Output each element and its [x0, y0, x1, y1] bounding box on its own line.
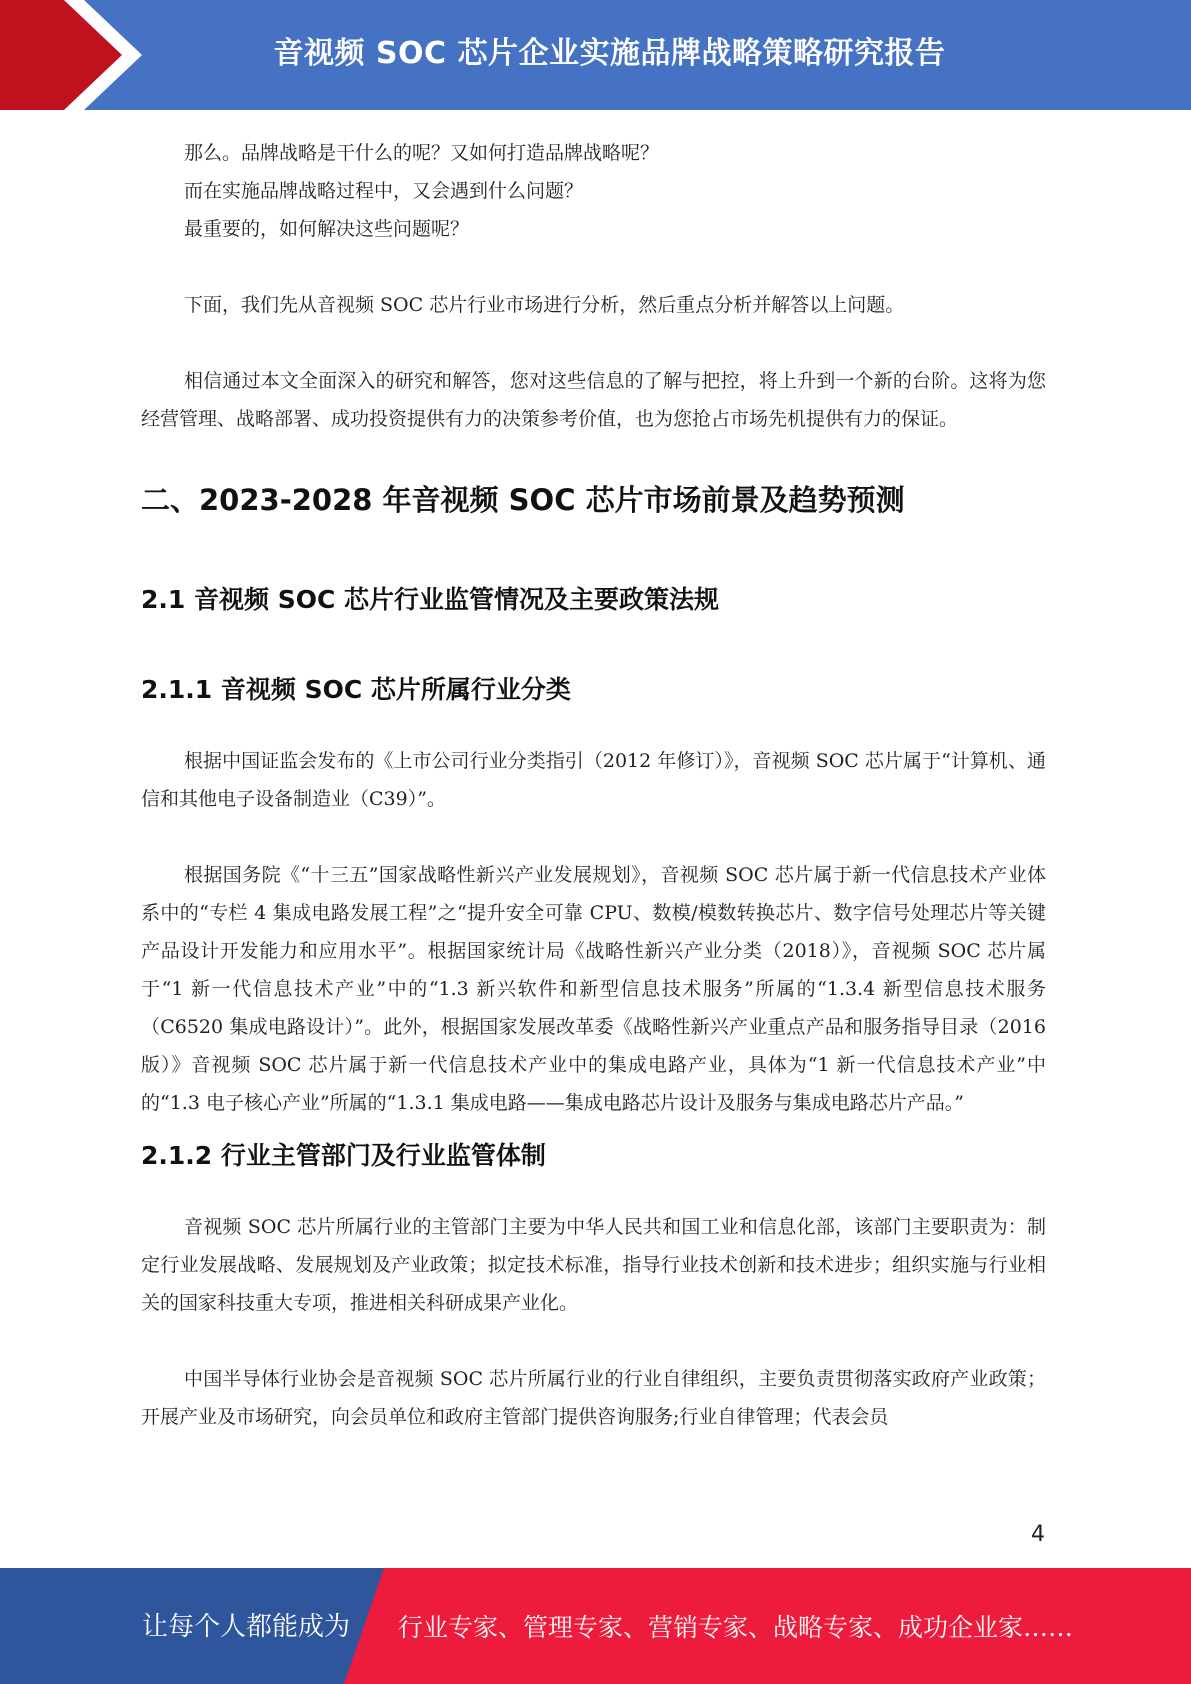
- csrc-classification-paragraph: 根据中国证监会发布的《上市公司行业分类指引（2012 年修订）》，音视频 SOC 芯片属于“计算机、通信和其他电子设备制造业（C39）”。: [141, 750, 1046, 810]
- intro-question-3: 最重要的，如何解决这些问题呢？: [184, 218, 470, 240]
- page-number: 4: [1031, 1522, 1045, 1547]
- intro-next-paragraph: 下面，我们先从音视频 SOC 芯片行业市场进行分析，然后重点分析并解答以上问题。: [184, 294, 905, 316]
- intro-question-2: 而在实施品牌战略过程中，又会遇到什么问题？: [184, 180, 584, 202]
- section-2-1-2-heading: 2.1.2 行业主管部门及行业监管体制: [141, 1141, 546, 1170]
- section-2-heading: 二、2023-2028 年音视频 SOC 芯片市场前景及趋势预测: [141, 483, 905, 517]
- miit-paragraph: 音视频 SOC 芯片所属行业的主管部门主要为中华人民共和国工业和信息化部，该部门主要职责为：制定行业发展战略、发展规划及产业政策；拟定技术标准，指导行业技术创新和技术进步；组织实施与行业相关的国家科技重大专项，推进相关科研成果产业化。: [141, 1216, 1046, 1314]
- report-title: 音视频 SOC 芯片企业实施品牌战略策略研究报告: [273, 36, 946, 71]
- footer-slogan-right: 行业专家、管理专家、营销专家、战略专家、成功企业家……: [398, 1613, 1074, 1642]
- intro-belief-paragraph: 相信通过本文全面深入的研究和解答，您对这些信息的了解与把控，将上升到一个新的台阶。这将为您经营管理、战略部署、成功投资提供有力的决策参考价值，也为您抢占市场先机提供有力的保证。: [141, 370, 1046, 430]
- page-content: [141, 134, 1046, 1436]
- page-header: [0, 0, 1191, 110]
- csia-paragraph: 中国半导体行业协会是音视频 SOC 芯片所属行业的行业自律组织，主要负责贯彻落实政府产业政策；开展产业及市场研究，向会员单位和政府主管部门提供咨询服务;行业自律管理；代表会员: [141, 1368, 1046, 1428]
- footer-slogan-left: 让每个人都能成为: [142, 1612, 351, 1642]
- page-footer: [0, 1568, 1191, 1684]
- section-2-1-heading: 2.1 音视频 SOC 芯片行业监管情况及主要政策法规: [141, 585, 720, 614]
- state-council-paragraph: 根据国务院《“十三五”国家战略性新兴产业发展规划》，音视频 SOC 芯片属于新一代信息技术产业体系中的“专栏 4 集成电路发展工程”之“提升安全可靠 CPU、数模/模数转换芯片、数字信号处理芯片等关键产品设计开发能力和应用水平”。根据国家统计局《战略性新兴产业分类（2018）》，音视频 SOC 芯片属于“1 新一代信息技术产业”中的“1.3 新兴软件和新型信息技术服务”所属的“1.3.4 新型信息技术服务（C6520 集成电路设计）”。此外，根据国家发展改革委《战略性新兴产业重点产品和服务指导目录（2016 版）》音视频 SOC 芯片属于新一代信息技术产业中的集成电路产业，具体为“1 新一代信息技术产业”中的“1.3 电子核心产业”所属的“1.3.1 集成电路——集成电路芯片设计及服务与集成电路芯片产品。”: [141, 864, 1046, 1114]
- intro-question-1: 那么。品牌战略是干什么的呢？又如何打造品牌战略呢？: [184, 142, 660, 164]
- section-2-1-1-heading: 2.1.1 音视频 SOC 芯片所属行业分类: [141, 675, 571, 704]
